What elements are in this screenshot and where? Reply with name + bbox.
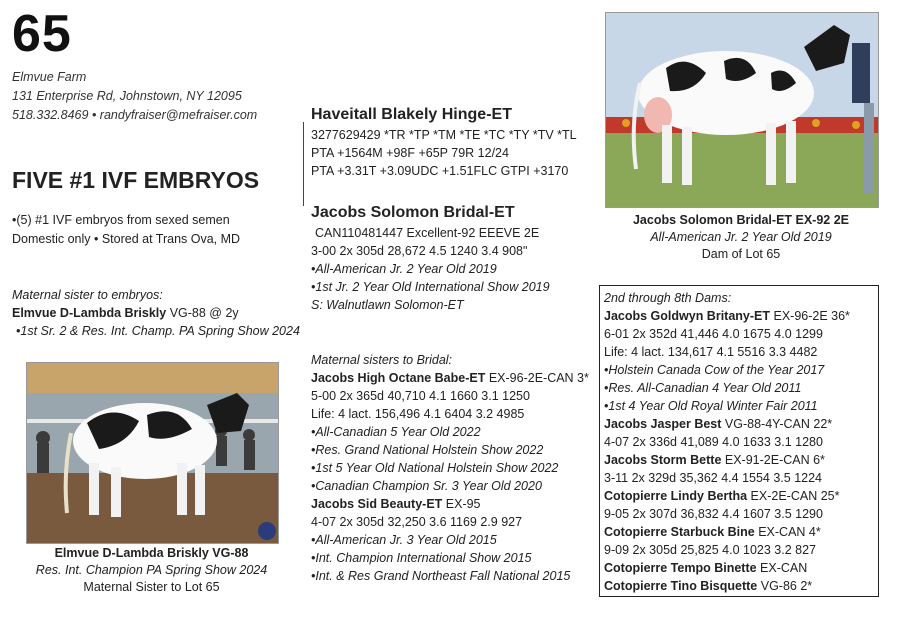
sister-record: 4-07 2x 305d 32,250 3.6 1169 2.9 927 xyxy=(311,515,523,529)
maternal-sister-award: •1st Sr. 2 & Res. Int. Champ. PA Spring Show 2024 xyxy=(16,324,300,338)
dam-entry-record: 6-01 2x 352d 41,446 4.0 1675 4.0 1299 xyxy=(604,327,823,341)
maternal-sister-score: VG-88 @ 2y xyxy=(166,306,239,320)
dam-entry-award: •Holstein Canada Cow of the Year 2017 xyxy=(604,363,825,377)
dam-sire: S: Walnutlawn Solomon-ET xyxy=(311,298,464,312)
dam-entry-record: 4-07 2x 336d 41,089 4.0 1633 3.1 1280 xyxy=(604,435,823,449)
lot-number: 65 xyxy=(12,5,72,63)
right-caption-award: All-American Jr. 2 Year Old 2019 xyxy=(650,230,832,244)
sister-line xyxy=(311,369,589,387)
sire-line: PTA +1564M +98F +65P 79R 12/24 xyxy=(311,146,509,160)
dam-entry-name: Jacobs Storm Bette xyxy=(604,453,722,467)
maternal-sister-block xyxy=(12,286,300,340)
dam-entry-name: Cotopierre Tempo Binette xyxy=(604,561,757,575)
dam-entry-record: 9-05 2x 307d 36,832 4.4 1607 3.5 1290 xyxy=(604,507,823,521)
sister-award: •All-American Jr. 3 Year Old 2015 xyxy=(311,533,497,547)
farm-name: Elmvue Farm xyxy=(12,70,87,84)
dam-block xyxy=(311,202,550,314)
dam-entry-name: Jacobs Jasper Best xyxy=(604,417,722,431)
maternal-sisters-heading: Maternal sisters to Bridal: xyxy=(311,353,453,367)
sister-record: 5-00 2x 365d 40,710 4.1 1660 3.1 1250 xyxy=(311,389,530,403)
sister-record: Life: 4 lact. 156,496 4.1 6404 3.2 4985 xyxy=(311,407,525,421)
maternal-sisters-block xyxy=(311,351,589,585)
left-caption-title: Elmvue D-Lambda Briskly VG-88 xyxy=(54,546,249,560)
sister-score: EX-95 xyxy=(442,497,481,511)
sister-name: Jacobs Sid Beauty-ET xyxy=(311,497,443,511)
dam-entry-score: EX-2E-CAN 25* xyxy=(747,489,840,503)
dam-award: •All-American Jr. 2 Year Old 2019 xyxy=(311,262,497,276)
sister-name: Jacobs High Octane Babe-ET xyxy=(311,371,486,385)
dam-entry-name: Cotopierre Tino Bisquette xyxy=(604,579,758,593)
dam-entry-name: Cotopierre Lindy Bertha xyxy=(604,489,748,503)
maternal-sister-heading: Maternal sister to embryos: xyxy=(12,288,163,302)
dam-entry xyxy=(604,577,874,595)
dam-entry-name: Jacobs Goldwyn Britany-ET xyxy=(604,309,771,323)
dam-entry xyxy=(604,451,874,469)
dam-name: Jacobs Solomon Bridal-ET xyxy=(311,204,515,221)
sister-score: EX-96-2E-CAN 3* xyxy=(485,371,589,385)
offering-notes xyxy=(12,211,240,249)
farm-address: 131 Enterprise Rd, Johnstown, NY 12095 xyxy=(12,89,242,103)
cow-photo-illustration xyxy=(27,363,278,543)
dam-entry-score: EX-CAN xyxy=(756,561,808,575)
dam-entry-score: EX-CAN 4* xyxy=(754,525,821,539)
dam-entry xyxy=(604,523,874,541)
right-caption-relation: Dam of Lot 65 xyxy=(701,247,781,261)
right-cow-photo xyxy=(605,12,879,208)
sister-line xyxy=(311,495,589,513)
dams-box-heading: 2nd through 8th Dams: xyxy=(604,291,732,305)
dam-award: •1st Jr. 2 Year Old International Show 2019 xyxy=(311,280,550,294)
dam-line: 3-00 2x 305d 28,672 4.5 1240 3.4 908" xyxy=(311,244,528,258)
dam-entry-record: 9-09 2x 305d 25,825 4.0 1023 3.2 827 xyxy=(604,543,816,557)
sire-block xyxy=(311,104,577,180)
dam-entry-score: EX-96-2E 36* xyxy=(770,309,850,323)
sire-divider xyxy=(303,122,304,206)
maternal-sister-line xyxy=(12,304,300,322)
dam-entry-record: 3-11 2x 329d 35,362 4.4 1554 3.5 1224 xyxy=(604,471,823,485)
offering-note: •(5) #1 IVF embryos from sexed semen xyxy=(12,213,230,227)
left-cow-photo xyxy=(26,362,279,544)
sire-name: Haveitall Blakely Hinge-ET xyxy=(311,106,512,123)
dam-entry xyxy=(604,307,874,325)
farm-contact: 518.332.8469 • randyfraiser@mefraiser.com xyxy=(12,108,258,122)
left-caption-award: Res. Int. Champion PA Spring Show 2024 xyxy=(35,563,268,577)
right-photo-caption xyxy=(605,212,877,263)
right-caption-title: Jacobs Solomon Bridal-ET EX-92 2E xyxy=(632,213,850,227)
dam-entry xyxy=(604,559,874,577)
dam-entry-score: EX-91-2E-CAN 6* xyxy=(721,453,825,467)
sire-line: PTA +3.31T +3.09UDC +1.51FLC GTPI +3170 xyxy=(311,164,569,178)
left-caption-relation: Maternal Sister to Lot 65 xyxy=(83,580,220,594)
dam-entry xyxy=(604,487,874,505)
dam-entry-award: •1st 4 Year Old Royal Winter Fair 2011 xyxy=(604,399,818,413)
sister-award: •All-Canadian 5 Year Old 2022 xyxy=(311,425,481,439)
cow-photo-illustration xyxy=(606,13,878,207)
maternal-sister-name: Elmvue D-Lambda Briskly xyxy=(12,306,167,320)
dams-box xyxy=(599,285,879,597)
sister-award: •1st 5 Year Old National Holstein Show 2022 xyxy=(311,461,559,475)
dam-entry-score: VG-86 2* xyxy=(757,579,813,593)
sister-award: •Canadian Champion Sr. 3 Year Old 2020 xyxy=(311,479,542,493)
offering-note: Domestic only • Stored at Trans Ova, MD xyxy=(12,232,241,246)
dam-entry xyxy=(604,415,874,433)
consignor-info xyxy=(12,68,257,125)
dam-entry-record: Life: 4 lact. 134,617 4.1 5516 3.3 4482 xyxy=(604,345,818,359)
dam-line: CAN110481447 Excellent-92 EEEVE 2E xyxy=(315,226,540,240)
dam-entry-name: Cotopierre Starbuck Bine xyxy=(604,525,755,539)
sire-line: 3277629429 *TR *TP *TM *TE *TC *TY *TV *TL xyxy=(311,128,577,142)
offering-headline: FIVE #1 IVF EMBRYOS xyxy=(12,167,260,193)
sister-award: •Int. Champion International Show 2015 xyxy=(311,551,532,565)
sister-award: •Int. & Res Grand Northeast Fall National 2015 xyxy=(311,569,571,583)
dam-entry-score: VG-88-4Y-CAN 22* xyxy=(721,417,833,431)
dam-entry-award: •Res. All-Canadian 4 Year Old 2011 xyxy=(604,381,802,395)
sister-award: •Res. Grand National Holstein Show 2022 xyxy=(311,443,544,457)
left-photo-caption xyxy=(26,545,277,596)
